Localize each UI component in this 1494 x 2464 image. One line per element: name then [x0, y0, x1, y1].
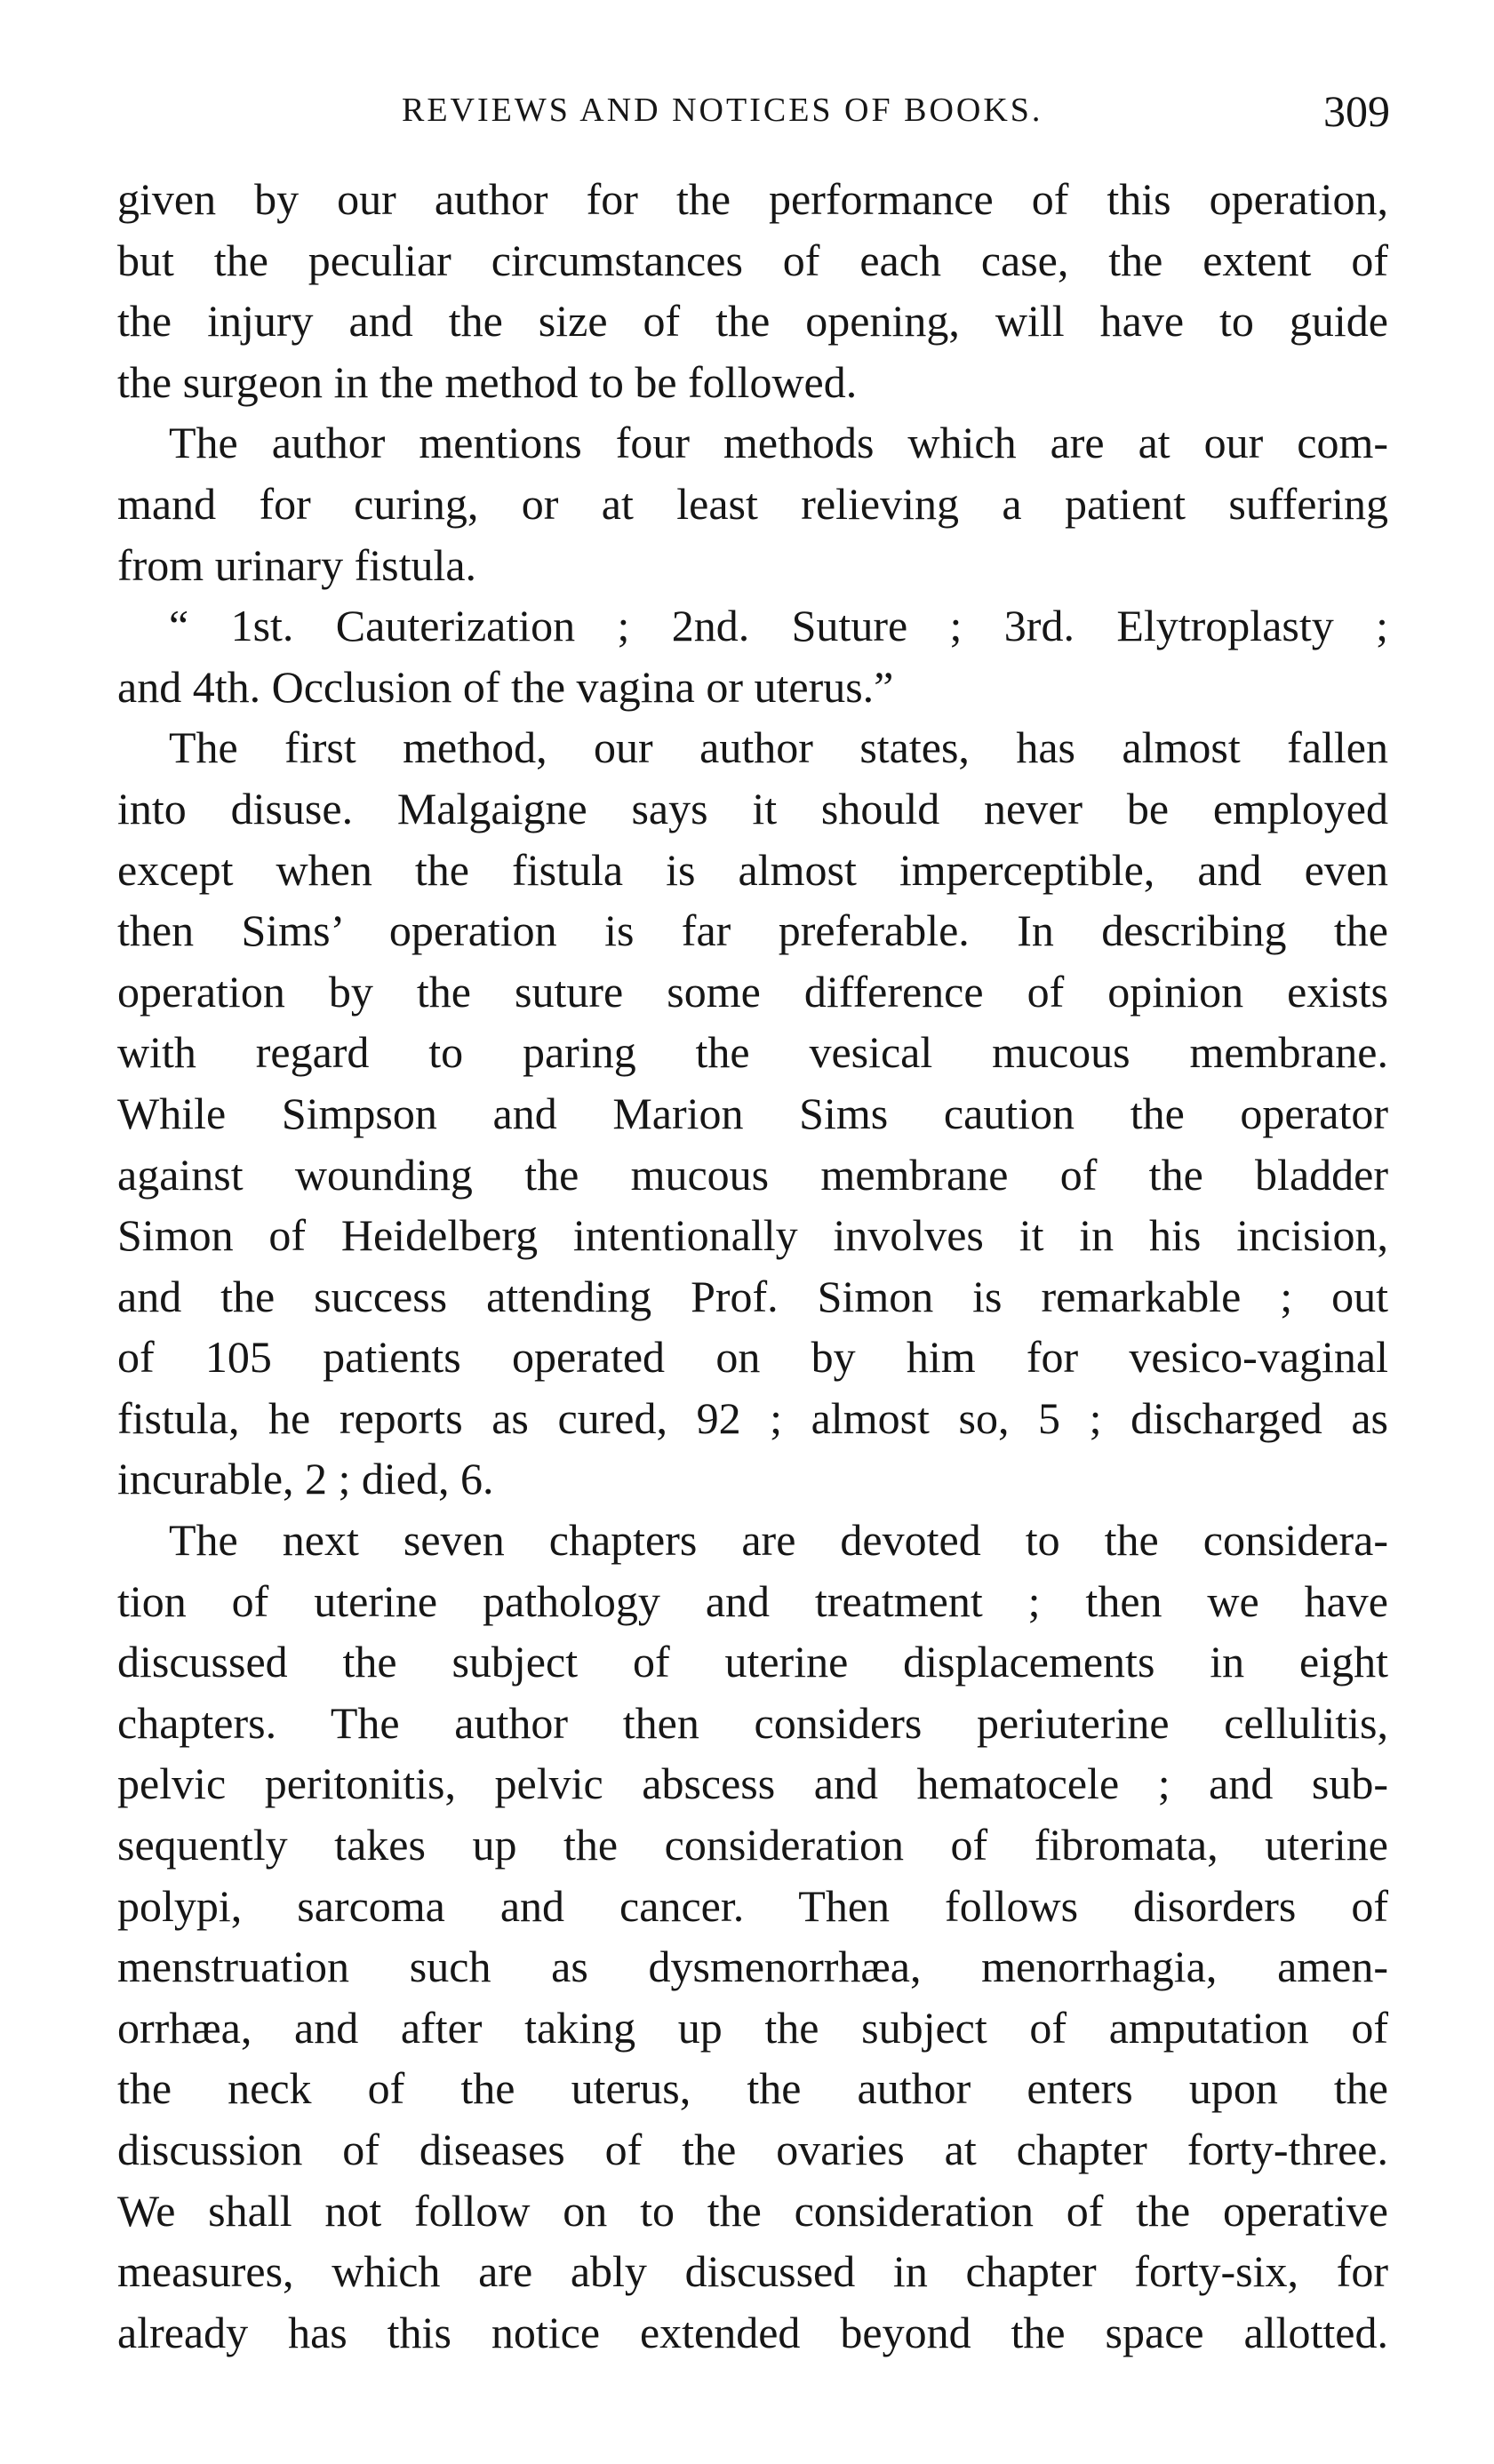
- text-line: measures, which are ably discussed in chapter forty-six, for: [117, 2246, 1388, 2297]
- text-line: discussed the subject of uterine displacements in eight: [117, 1637, 1388, 1687]
- text-line: The next seven chapters are devoted to the considera-: [169, 1515, 1388, 1566]
- text-line: except when the fistula is almost imperceptible, and even: [117, 844, 1388, 895]
- text-line: already has this notice extended beyond the space allotted.: [117, 2307, 1388, 2357]
- text-line: given by our author for the performance of this operation,: [117, 174, 1388, 224]
- text-line: The first method, our author states, has almost fallen: [169, 722, 1388, 773]
- text-line: menstruation such as dysmenorrhæa, menorrhagia, amen-: [117, 1942, 1388, 1992]
- running-head: [114, 86, 1390, 144]
- text-line: orrhæa, and after taking up the subject of amputation of: [117, 2002, 1388, 2053]
- text-line: then Sims’ operation is far preferable. In describing the: [117, 905, 1388, 956]
- text-line: sequently takes up the consideration of fibromata, uterine: [117, 1820, 1388, 1870]
- text-line: mand for curing, or at least relieving a patient suffering: [117, 478, 1388, 529]
- text-line: operation by the suture some difference of opinion exists: [117, 966, 1388, 1017]
- text-line: and the success attending Prof. Simon is remarkable ; out: [117, 1271, 1388, 1321]
- text-line: tion of uterine pathology and treatment ; then we have: [117, 1575, 1388, 1626]
- text-line: The author mentions four methods which are at our com-: [169, 418, 1388, 468]
- text-line: pelvic peritonitis, pelvic abscess and hematocele ; and sub-: [117, 1758, 1388, 1809]
- text-line: and 4th. Occlusion of the vagina or uterus.”: [117, 661, 894, 712]
- text-line: with regard to paring the vesical mucous membrane.: [117, 1027, 1388, 1078]
- text-line: polypi, sarcoma and cancer. Then follows disorders of: [117, 1880, 1388, 1931]
- text-line: fistula, he reports as cured, 92 ; almost so, 5 ; discharged as: [117, 1392, 1388, 1443]
- text-line: the neck of the uterus, the author enters upon the: [117, 2063, 1388, 2114]
- text-line: Simon of Heidelberg intentionally involves it in his incision,: [117, 1210, 1388, 1261]
- text-line: While Simpson and Marion Sims caution the operator: [117, 1088, 1388, 1138]
- page-number: 309: [1323, 86, 1390, 136]
- text-line: discussion of diseases of the ovaries at chapter forty-three.: [117, 2125, 1388, 2174]
- text-line: “ 1st. Cauterization ; 2nd. Suture ; 3rd. Elytroplasty ;: [169, 601, 1388, 651]
- text-line: of 105 patients operated on by him for vesico-vaginal: [117, 1332, 1388, 1383]
- text-line: against wounding the mucous membrane of the bladder: [117, 1149, 1388, 1200]
- body-text: [117, 169, 1388, 2363]
- text-line: We shall not follow on to the consideration of the operative: [117, 2185, 1388, 2236]
- text-line: but the peculiar circumstances of each case, the extent of: [117, 235, 1388, 285]
- running-title: REVIEWS AND NOTICES OF BOOKS.: [402, 92, 1043, 129]
- text-line: incurable, 2 ; died, 6.: [117, 1454, 494, 1504]
- text-line: chapters. The author then considers periuterine cellulitis,: [117, 1697, 1388, 1748]
- text-line: into disuse. Malgaigne says it should never be employed: [117, 783, 1388, 833]
- text-line: the injury and the size of the opening, will have to guide: [117, 296, 1388, 347]
- text-line: from urinary fistula.: [117, 539, 477, 590]
- text-line: the surgeon in the method to be followed.: [117, 356, 858, 407]
